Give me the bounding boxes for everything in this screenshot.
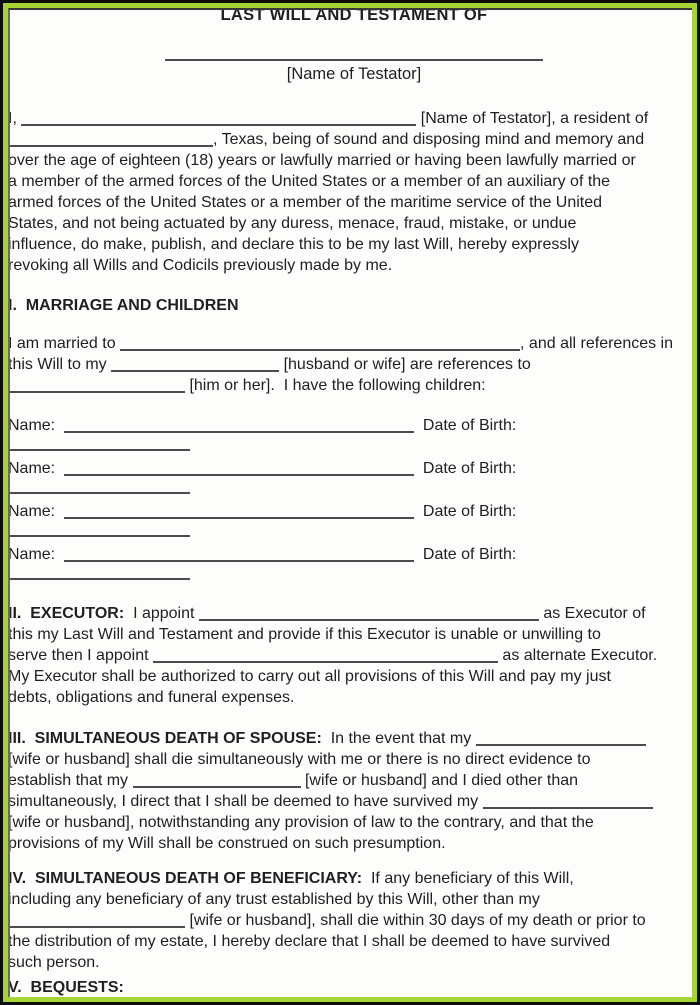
text-line [8,171,700,192]
text-run: Name: [8,546,65,563]
heading-text: IV. SIMULTANEOUS DEATH OF BENEFICIARY: [8,870,363,887]
text-run: Name: [8,417,65,434]
text-line [8,833,700,854]
text-run: [him or her]. I have the following children: [185,377,486,394]
blank-underline [8,565,190,580]
text-line [8,889,700,910]
text-run: Date of Birth: [414,417,517,434]
opening-paragraph [8,108,700,276]
text-line [8,108,700,129]
text-run: revoking all Wills and Codicils previously made by me. [8,257,393,274]
marriage-heading [8,295,700,316]
text-run: a member of the armed forces of the United States or a member of an auxiliary of the [8,173,611,190]
child-entry [8,544,700,580]
child-entry [8,415,700,451]
text-line [8,458,700,479]
text-run: , and all references in [520,335,674,352]
text-line [8,255,700,276]
text-run: as alternate Executor. [497,647,658,664]
text-line [8,415,700,436]
blank-underline [64,418,414,433]
text-line [8,234,700,255]
text-run: [wife or husband] and I died other than [300,772,579,789]
text-line [8,603,700,624]
heading-text: III. SIMULTANEOUS DEATH OF SPOUSE: [8,730,322,747]
heading-text: II. EXECUTOR: [8,605,125,622]
text-line [8,565,700,580]
heading-text: V. BEQUESTS: [8,979,124,996]
text-run: provisions of my Will shall be construed on such presumption. [8,835,446,852]
text-line [8,952,700,973]
text-line [8,295,700,316]
text-line [8,150,700,171]
text-run: establish that my [8,772,133,789]
document-title: LAST WILL AND TESTAMENT OF [220,6,488,24]
testator-name-caption: [Name of Testator] [286,65,422,83]
text-run: Date of Birth: [414,503,517,520]
blank-underline [133,773,301,788]
text-run: influence, do make, publish, and declare this to be my last Will, hereby expressly [8,236,579,253]
text-line [8,910,700,931]
text-run: such person. [8,954,100,971]
text-line [8,544,700,565]
text-run: Date of Birth: [414,546,517,563]
text-run: , Texas, being of sound and disposing mind and memory and [213,131,645,148]
text-line [8,812,700,833]
document-content [8,6,700,998]
text-run: debts, obligations and funeral expenses. [8,689,295,706]
child-entry [8,458,700,494]
simultaneous-death-of-beneficiary-section [8,868,700,973]
text-run: I appoint [124,605,199,622]
text-line [8,645,700,666]
blank-underline [483,794,653,809]
blank-underline [64,504,414,519]
blank-underline [153,648,498,663]
executor-section [8,603,700,708]
blank-underline [8,479,190,494]
text-line [8,868,700,889]
text-run: My Executor shall be authorized to carry out all provisions of this Will and pay my just [8,668,611,685]
text-line [8,728,700,749]
text-line [8,479,700,494]
text-line [8,522,700,537]
blank-underline [120,336,520,351]
text-line [8,749,700,770]
text-run: [wife or husband], notwithstanding any provision of law to the contrary, and that the [8,814,594,831]
text-run: [wife or husband], shall die within 30 days of my death or prior to [185,912,646,929]
text-run: simultaneously, I direct that I shall be deemed to have survived my [8,793,483,810]
text-line [8,501,700,522]
blank-underline [8,436,190,451]
text-run: Date of Birth: [414,460,517,477]
text-line [8,977,700,998]
testator-name-blank-line [165,59,543,61]
text-line [8,931,700,952]
text-line [8,333,700,354]
text-line [8,666,700,687]
text-run: States, and not being actuated by any duress, menace, fraud, mistake, or undue [8,215,577,232]
text-run: as Executor of [538,605,646,622]
blank-underline [199,606,539,621]
text-line [8,192,700,213]
text-line [8,791,700,812]
blank-underline [476,731,646,746]
text-run: armed forces of the United States or a member of the maritime service of the United [8,194,603,211]
text-line [8,354,700,375]
text-run: In the event that my [321,730,476,747]
text-run: [husband or wife] are references to [279,356,531,373]
text-run: including any beneficiary of any trust established by this Will, other than my [8,891,540,908]
text-line [8,770,700,791]
blank-underline [64,461,414,476]
bequests-heading [8,977,700,998]
text-run: [Name of Testator], a resident of [416,110,649,127]
text-line [8,129,700,150]
text-line [8,436,700,451]
blank-underline [21,111,416,126]
text-run: the distribution of my estate, I hereby declare that I shall be deemed to have survived [8,933,611,950]
child-entry [8,501,700,537]
blank-underline [8,913,185,928]
text-run: I, [8,110,22,127]
children-list [8,415,700,587]
text-run: Name: [8,460,65,477]
text-run: I am married to [8,335,121,352]
text-run: If any beneficiary of this Will, [362,870,574,887]
heading-text: I. MARRIAGE AND CHILDREN [8,297,239,314]
marriage-paragraph [8,333,700,396]
text-run: serve then I appoint [8,647,153,664]
blank-underline [111,357,279,372]
text-line [8,624,700,645]
simultaneous-death-of-spouse-section [8,728,700,854]
text-run: Name: [8,503,65,520]
blank-underline [8,378,185,393]
text-line [8,375,700,396]
text-run: over the age of eighteen (18) years or lawfully married or having been lawfully married or [8,152,636,169]
text-run: [wife or husband] shall die simultaneously with me or there is no direct evidence to [8,751,591,768]
document-body [8,108,700,998]
text-run: this my Last Will and Testament and provide if this Executor is unable or unwilling to [8,626,601,643]
blank-underline [8,132,213,147]
blank-underline [8,522,190,537]
text-line [8,213,700,234]
blank-underline [64,547,414,562]
text-run: this Will to my [8,356,112,373]
text-line [8,687,700,708]
